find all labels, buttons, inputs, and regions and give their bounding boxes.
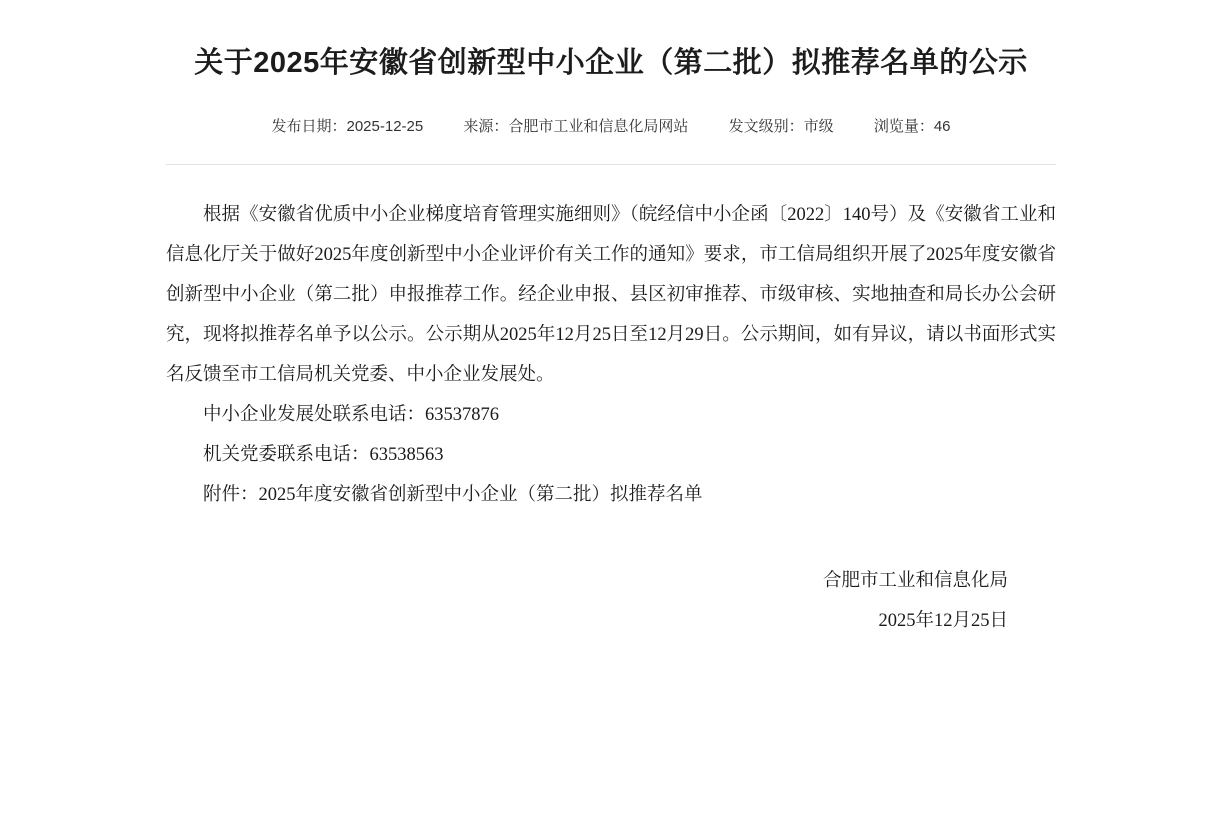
- article-meta: [166, 116, 1056, 138]
- meta-publish-date-label: 发布日期：: [271, 118, 347, 135]
- contact-phone-party-committee: 机关党委联系电话：63538563: [203, 445, 444, 465]
- meta-publish-date-value: 2025-12-25: [346, 118, 424, 135]
- meta-publish-date: [271, 116, 423, 138]
- meta-level-label: 发文级别：: [728, 118, 804, 135]
- attachment-line: 附件：2025年度安徽省创新型中小企业（第二批）拟推荐名单: [203, 485, 703, 505]
- body-paragraph-1: 根据《安徽省优质中小企业梯度培育管理实施细则》（皖经信中小企函〔2022〕140号）及《安徽省工业和信息化厅关于做好2025年度创新型中小企业评价有关工作的通知》要求，市工信局组织开展了2025年度安徽省创新型中小企业（第二批）申报推荐工作。经企业申报、县区初审推荐、市级审核、实地抽查和局长办公会研究，现将拟推荐名单予以公示。公示期从2025年12月25日至12月29日。公示期间，如有异议，请以书面形式实名反馈至市工信局机关党委、中小企业发展处。: [166, 205, 1056, 385]
- page-title: 关于2025年安徽省创新型中小企业（第二批）拟推荐名单的公示: [194, 47, 1028, 79]
- meta-views-value: 46: [933, 118, 951, 135]
- meta-source-value: 合肥市工业和信息化局网站: [508, 118, 689, 135]
- signature-date: 2025年12月25日: [878, 611, 1008, 631]
- meta-divider: [166, 164, 1056, 165]
- meta-level-value: 市级: [803, 118, 834, 135]
- meta-views: [874, 116, 951, 138]
- meta-source-label: 来源：: [463, 118, 509, 135]
- meta-source: [463, 116, 688, 138]
- meta-views-label: 浏览量：: [873, 118, 934, 135]
- signature-organization: 合肥市工业和信息化局: [822, 571, 1008, 591]
- article-container: [166, 0, 1056, 641]
- article-body: [166, 195, 1056, 515]
- meta-level: [729, 116, 834, 138]
- signature-block: [166, 561, 1056, 641]
- contact-phone-sme-division: 中小企业发展处联系电话：63537876: [203, 405, 500, 425]
